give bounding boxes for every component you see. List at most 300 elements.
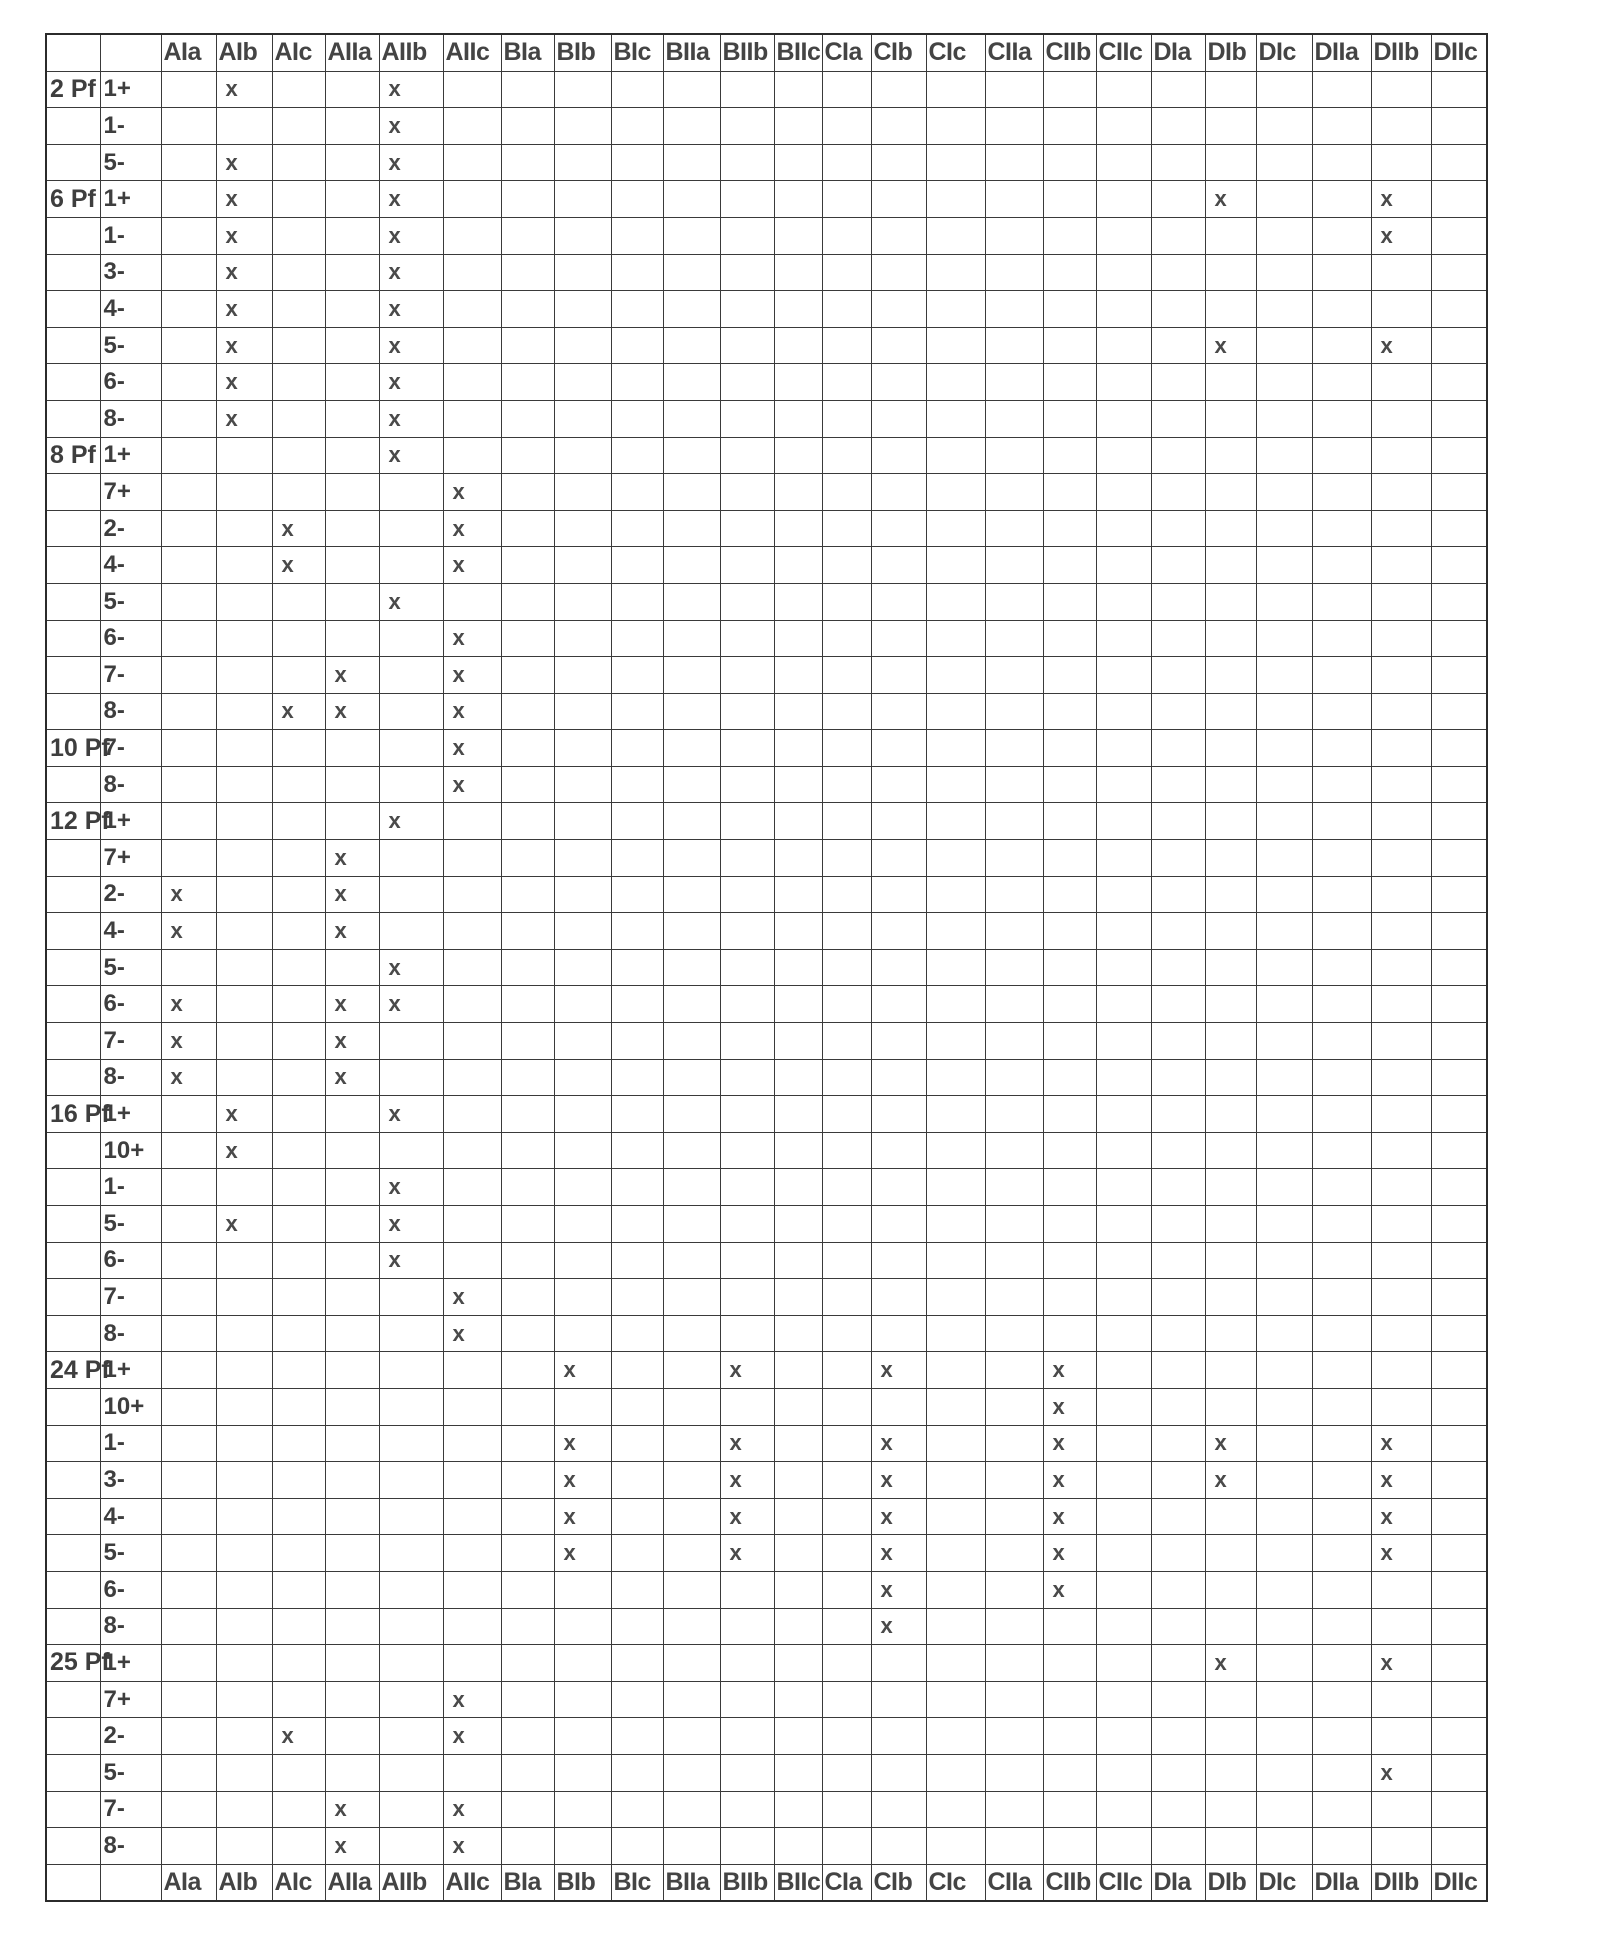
mark-cell: x bbox=[379, 986, 443, 1023]
empty-cell bbox=[774, 876, 822, 913]
empty-cell bbox=[379, 1608, 443, 1645]
empty-cell bbox=[985, 1169, 1043, 1206]
empty-cell bbox=[1043, 364, 1096, 401]
empty-cell bbox=[325, 1279, 379, 1316]
empty-cell bbox=[1043, 1242, 1096, 1279]
table-row bbox=[46, 1681, 1487, 1718]
empty-cell bbox=[720, 986, 774, 1023]
empty-cell bbox=[325, 1169, 379, 1206]
column-header-diib: DIIb bbox=[1371, 34, 1431, 71]
empty-cell bbox=[379, 876, 443, 913]
empty-cell bbox=[822, 1059, 871, 1096]
empty-cell bbox=[216, 1059, 272, 1096]
empty-cell bbox=[1431, 1169, 1487, 1206]
empty-cell bbox=[216, 876, 272, 913]
group-label: 16 Pf bbox=[46, 1096, 100, 1133]
empty-cell bbox=[1043, 254, 1096, 291]
empty-cell bbox=[161, 1462, 216, 1499]
empty-cell bbox=[272, 1425, 325, 1462]
empty-cell bbox=[554, 217, 611, 254]
column-header-bic: BIc bbox=[611, 1864, 663, 1901]
empty-cell bbox=[611, 400, 663, 437]
empty-cell bbox=[926, 730, 985, 767]
mark-cell: x bbox=[1371, 181, 1431, 218]
empty-cell bbox=[161, 1608, 216, 1645]
empty-cell bbox=[720, 1059, 774, 1096]
empty-cell bbox=[822, 291, 871, 328]
empty-cell bbox=[1312, 1023, 1371, 1060]
empty-cell bbox=[501, 1425, 554, 1462]
empty-cell bbox=[379, 510, 443, 547]
empty-cell bbox=[774, 1059, 822, 1096]
empty-cell bbox=[443, 986, 501, 1023]
empty-cell bbox=[611, 730, 663, 767]
empty-cell bbox=[379, 1571, 443, 1608]
empty-cell bbox=[985, 71, 1043, 108]
empty-cell bbox=[985, 1681, 1043, 1718]
empty-cell bbox=[501, 840, 554, 877]
empty-cell bbox=[1431, 71, 1487, 108]
empty-cell bbox=[822, 1279, 871, 1316]
empty-cell bbox=[611, 510, 663, 547]
empty-cell bbox=[161, 583, 216, 620]
column-header-bia: BIa bbox=[501, 1864, 554, 1901]
empty-cell bbox=[1151, 986, 1205, 1023]
empty-cell bbox=[325, 400, 379, 437]
empty-cell bbox=[216, 1279, 272, 1316]
empty-cell bbox=[216, 510, 272, 547]
empty-cell bbox=[985, 1206, 1043, 1243]
empty-cell bbox=[1205, 1206, 1256, 1243]
column-header-diib: DIIb bbox=[1371, 1864, 1431, 1901]
table-row bbox=[46, 803, 1487, 840]
empty-cell bbox=[720, 327, 774, 364]
empty-cell bbox=[1371, 437, 1431, 474]
empty-cell bbox=[822, 986, 871, 1023]
empty-cell bbox=[1043, 1206, 1096, 1243]
empty-cell bbox=[720, 217, 774, 254]
empty-cell bbox=[1043, 1828, 1096, 1865]
empty-cell bbox=[985, 1315, 1043, 1352]
empty-cell bbox=[161, 291, 216, 328]
empty-cell bbox=[1256, 547, 1312, 584]
empty-cell bbox=[663, 1754, 720, 1791]
empty-cell bbox=[161, 71, 216, 108]
empty-cell bbox=[871, 1206, 926, 1243]
empty-cell bbox=[1096, 1462, 1151, 1499]
empty-cell bbox=[1312, 437, 1371, 474]
empty-cell bbox=[379, 1828, 443, 1865]
table-row bbox=[46, 1535, 1487, 1572]
column-header-biib: BIIb bbox=[720, 34, 774, 71]
empty-cell bbox=[1151, 1791, 1205, 1828]
row-label: 2- bbox=[100, 510, 161, 547]
group-label bbox=[46, 876, 100, 913]
empty-cell bbox=[161, 620, 216, 657]
empty-cell bbox=[663, 108, 720, 145]
empty-cell bbox=[379, 1645, 443, 1682]
empty-cell bbox=[554, 1279, 611, 1316]
empty-cell bbox=[1312, 1206, 1371, 1243]
empty-cell bbox=[272, 1169, 325, 1206]
empty-cell bbox=[1043, 1718, 1096, 1755]
empty-cell bbox=[1431, 1206, 1487, 1243]
column-header-aiic: AIIc bbox=[443, 34, 501, 71]
row-label: 6- bbox=[100, 620, 161, 657]
empty-cell bbox=[443, 144, 501, 181]
group-label bbox=[46, 1206, 100, 1243]
empty-cell bbox=[379, 693, 443, 730]
mark-cell: x bbox=[443, 1718, 501, 1755]
row-label: 7+ bbox=[100, 840, 161, 877]
row-label: 5- bbox=[100, 1206, 161, 1243]
empty-cell bbox=[774, 1315, 822, 1352]
empty-cell bbox=[1205, 583, 1256, 620]
empty-cell bbox=[554, 364, 611, 401]
empty-cell bbox=[1371, 1718, 1431, 1755]
empty-cell bbox=[272, 1681, 325, 1718]
empty-cell bbox=[871, 583, 926, 620]
empty-cell bbox=[1043, 730, 1096, 767]
empty-cell bbox=[1043, 913, 1096, 950]
empty-cell bbox=[554, 1681, 611, 1718]
empty-cell bbox=[1371, 657, 1431, 694]
empty-cell bbox=[1431, 144, 1487, 181]
mark-cell: x bbox=[1371, 1535, 1431, 1572]
row-label: 2- bbox=[100, 876, 161, 913]
empty-cell bbox=[1043, 1754, 1096, 1791]
table-row bbox=[46, 730, 1487, 767]
empty-cell bbox=[774, 693, 822, 730]
group-label bbox=[46, 510, 100, 547]
empty-cell bbox=[1043, 766, 1096, 803]
empty-cell bbox=[663, 291, 720, 328]
empty-cell bbox=[1431, 1315, 1487, 1352]
empty-cell bbox=[161, 1315, 216, 1352]
empty-cell bbox=[1256, 1718, 1312, 1755]
mark-cell: x bbox=[1371, 1498, 1431, 1535]
empty-cell bbox=[1371, 364, 1431, 401]
mark-cell: x bbox=[216, 1132, 272, 1169]
group-label bbox=[46, 1315, 100, 1352]
empty-cell bbox=[1151, 400, 1205, 437]
empty-cell bbox=[1431, 876, 1487, 913]
empty-cell bbox=[1371, 144, 1431, 181]
empty-cell bbox=[720, 291, 774, 328]
empty-cell bbox=[272, 181, 325, 218]
mark-cell: x bbox=[443, 730, 501, 767]
empty-cell bbox=[1096, 474, 1151, 511]
empty-cell bbox=[822, 547, 871, 584]
empty-cell bbox=[1151, 949, 1205, 986]
empty-cell bbox=[216, 1681, 272, 1718]
empty-cell bbox=[272, 1498, 325, 1535]
empty-cell bbox=[774, 1425, 822, 1462]
table-row bbox=[46, 1388, 1487, 1425]
row-label: 7- bbox=[100, 1791, 161, 1828]
empty-cell bbox=[1205, 1279, 1256, 1316]
empty-cell bbox=[663, 1059, 720, 1096]
row-label: 8- bbox=[100, 1608, 161, 1645]
empty-cell bbox=[216, 1571, 272, 1608]
empty-cell bbox=[443, 327, 501, 364]
column-header-bib: BIb bbox=[554, 1864, 611, 1901]
mark-cell: x bbox=[379, 583, 443, 620]
empty-cell bbox=[1205, 1388, 1256, 1425]
empty-cell bbox=[822, 1608, 871, 1645]
table-row bbox=[46, 327, 1487, 364]
empty-cell bbox=[1256, 1498, 1312, 1535]
empty-cell bbox=[501, 1791, 554, 1828]
empty-cell bbox=[663, 1315, 720, 1352]
empty-cell bbox=[1431, 1132, 1487, 1169]
table-row bbox=[46, 1206, 1487, 1243]
empty-cell bbox=[1371, 1169, 1431, 1206]
empty-cell bbox=[1151, 1352, 1205, 1389]
empty-cell bbox=[720, 1754, 774, 1791]
empty-cell bbox=[1431, 364, 1487, 401]
empty-cell bbox=[985, 1645, 1043, 1682]
mark-cell: x bbox=[871, 1462, 926, 1499]
empty-cell bbox=[663, 144, 720, 181]
empty-cell bbox=[325, 510, 379, 547]
empty-cell bbox=[1096, 1498, 1151, 1535]
empty-cell bbox=[1205, 547, 1256, 584]
empty-cell bbox=[501, 1132, 554, 1169]
empty-cell bbox=[663, 583, 720, 620]
empty-cell bbox=[1096, 840, 1151, 877]
column-header-aib: AIb bbox=[216, 34, 272, 71]
empty-cell bbox=[554, 1242, 611, 1279]
empty-cell bbox=[1312, 1388, 1371, 1425]
empty-cell bbox=[272, 71, 325, 108]
empty-cell bbox=[822, 1645, 871, 1682]
table-row bbox=[46, 913, 1487, 950]
empty-cell bbox=[985, 254, 1043, 291]
empty-cell bbox=[1312, 547, 1371, 584]
empty-cell bbox=[663, 803, 720, 840]
empty-cell bbox=[871, 1023, 926, 1060]
empty-cell bbox=[985, 949, 1043, 986]
mark-cell: x bbox=[443, 510, 501, 547]
empty-cell bbox=[774, 949, 822, 986]
empty-cell bbox=[1431, 1828, 1487, 1865]
group-label bbox=[46, 1681, 100, 1718]
empty-cell bbox=[663, 1681, 720, 1718]
empty-cell bbox=[272, 1096, 325, 1133]
empty-cell bbox=[1256, 1681, 1312, 1718]
mark-cell: x bbox=[554, 1535, 611, 1572]
empty-cell bbox=[1371, 840, 1431, 877]
empty-cell bbox=[379, 840, 443, 877]
mark-cell: x bbox=[379, 71, 443, 108]
mark-cell: x bbox=[216, 217, 272, 254]
empty-cell bbox=[554, 144, 611, 181]
empty-cell bbox=[1312, 583, 1371, 620]
group-label bbox=[46, 1132, 100, 1169]
empty-cell bbox=[1096, 437, 1151, 474]
empty-cell bbox=[720, 400, 774, 437]
empty-cell bbox=[774, 1645, 822, 1682]
empty-cell bbox=[325, 144, 379, 181]
corner-cell bbox=[100, 1864, 161, 1901]
empty-cell bbox=[985, 144, 1043, 181]
mark-cell: x bbox=[272, 693, 325, 730]
column-header-diia: DIIa bbox=[1312, 1864, 1371, 1901]
empty-cell bbox=[325, 1352, 379, 1389]
empty-cell bbox=[822, 1571, 871, 1608]
empty-cell bbox=[1096, 1571, 1151, 1608]
empty-cell bbox=[1256, 730, 1312, 767]
group-label bbox=[46, 400, 100, 437]
empty-cell bbox=[1043, 474, 1096, 511]
empty-cell bbox=[1205, 1828, 1256, 1865]
empty-cell bbox=[822, 876, 871, 913]
empty-cell bbox=[822, 840, 871, 877]
empty-cell bbox=[501, 1535, 554, 1572]
empty-cell bbox=[1151, 327, 1205, 364]
mark-cell: x bbox=[1371, 1425, 1431, 1462]
column-header-aia: AIa bbox=[161, 1864, 216, 1901]
empty-cell bbox=[1151, 364, 1205, 401]
empty-cell bbox=[443, 1242, 501, 1279]
empty-cell bbox=[161, 510, 216, 547]
empty-cell bbox=[1312, 949, 1371, 986]
empty-cell bbox=[985, 1132, 1043, 1169]
empty-cell bbox=[325, 254, 379, 291]
empty-cell bbox=[611, 1206, 663, 1243]
empty-cell bbox=[663, 1718, 720, 1755]
empty-cell bbox=[161, 437, 216, 474]
empty-cell bbox=[926, 1645, 985, 1682]
empty-cell bbox=[1096, 766, 1151, 803]
empty-cell bbox=[611, 327, 663, 364]
empty-cell bbox=[871, 217, 926, 254]
empty-cell bbox=[216, 1462, 272, 1499]
empty-cell bbox=[985, 1425, 1043, 1462]
column-header-aiic: AIIc bbox=[443, 1864, 501, 1901]
empty-cell bbox=[1043, 547, 1096, 584]
row-label: 7+ bbox=[100, 474, 161, 511]
empty-cell bbox=[926, 1206, 985, 1243]
group-label bbox=[46, 1023, 100, 1060]
empty-cell bbox=[501, 620, 554, 657]
empty-cell bbox=[663, 181, 720, 218]
empty-cell bbox=[926, 1315, 985, 1352]
row-label: 8- bbox=[100, 693, 161, 730]
empty-cell bbox=[871, 1828, 926, 1865]
empty-cell bbox=[720, 1096, 774, 1133]
empty-cell bbox=[1205, 693, 1256, 730]
empty-cell bbox=[1096, 108, 1151, 145]
empty-cell bbox=[1312, 1645, 1371, 1682]
empty-cell bbox=[926, 254, 985, 291]
empty-cell bbox=[501, 364, 554, 401]
empty-cell bbox=[216, 1425, 272, 1462]
table-row bbox=[46, 1791, 1487, 1828]
empty-cell bbox=[871, 913, 926, 950]
empty-cell bbox=[1151, 657, 1205, 694]
column-header-dia: DIa bbox=[1151, 1864, 1205, 1901]
column-header-dia: DIa bbox=[1151, 34, 1205, 71]
empty-cell bbox=[871, 657, 926, 694]
empty-cell bbox=[554, 254, 611, 291]
empty-cell bbox=[611, 1425, 663, 1462]
empty-cell bbox=[1371, 1571, 1431, 1608]
empty-cell bbox=[1151, 1096, 1205, 1133]
empty-cell bbox=[1431, 1096, 1487, 1133]
empty-cell bbox=[774, 1279, 822, 1316]
empty-cell bbox=[379, 766, 443, 803]
empty-cell bbox=[926, 437, 985, 474]
empty-cell bbox=[1151, 510, 1205, 547]
empty-cell bbox=[325, 803, 379, 840]
empty-cell bbox=[272, 1352, 325, 1389]
column-header-cia: CIa bbox=[822, 1864, 871, 1901]
empty-cell bbox=[325, 620, 379, 657]
empty-cell bbox=[501, 1242, 554, 1279]
empty-cell bbox=[272, 583, 325, 620]
empty-cell bbox=[720, 254, 774, 291]
empty-cell bbox=[774, 1754, 822, 1791]
empty-cell bbox=[822, 364, 871, 401]
group-label: 8 Pf bbox=[46, 437, 100, 474]
mark-cell: x bbox=[871, 1425, 926, 1462]
group-label bbox=[46, 1242, 100, 1279]
table-row bbox=[46, 437, 1487, 474]
empty-cell bbox=[554, 1059, 611, 1096]
empty-cell bbox=[272, 364, 325, 401]
empty-cell bbox=[1371, 1096, 1431, 1133]
empty-cell bbox=[611, 217, 663, 254]
empty-cell bbox=[325, 1608, 379, 1645]
empty-cell bbox=[1151, 1608, 1205, 1645]
empty-cell bbox=[554, 1791, 611, 1828]
empty-cell bbox=[554, 876, 611, 913]
empty-cell bbox=[443, 437, 501, 474]
empty-cell bbox=[1431, 1059, 1487, 1096]
empty-cell bbox=[1096, 1096, 1151, 1133]
empty-cell bbox=[663, 364, 720, 401]
group-label bbox=[46, 1754, 100, 1791]
empty-cell bbox=[1312, 1096, 1371, 1133]
empty-cell bbox=[443, 291, 501, 328]
mark-cell: x bbox=[379, 291, 443, 328]
empty-cell bbox=[871, 1388, 926, 1425]
empty-cell bbox=[1205, 1681, 1256, 1718]
mark-cell: x bbox=[379, 327, 443, 364]
empty-cell bbox=[216, 913, 272, 950]
empty-cell bbox=[1371, 1206, 1431, 1243]
empty-cell bbox=[1256, 583, 1312, 620]
empty-cell bbox=[554, 1608, 611, 1645]
empty-cell bbox=[822, 217, 871, 254]
row-label: 6- bbox=[100, 364, 161, 401]
empty-cell bbox=[1256, 1242, 1312, 1279]
mark-cell: x bbox=[325, 1828, 379, 1865]
empty-cell bbox=[1151, 144, 1205, 181]
table-row bbox=[46, 657, 1487, 694]
empty-cell bbox=[1431, 510, 1487, 547]
empty-cell bbox=[501, 71, 554, 108]
empty-cell bbox=[443, 1462, 501, 1499]
empty-cell bbox=[1096, 1279, 1151, 1316]
empty-cell bbox=[1096, 913, 1151, 950]
empty-cell bbox=[663, 474, 720, 511]
empty-cell bbox=[1256, 1169, 1312, 1206]
group-label bbox=[46, 1498, 100, 1535]
empty-cell bbox=[663, 986, 720, 1023]
